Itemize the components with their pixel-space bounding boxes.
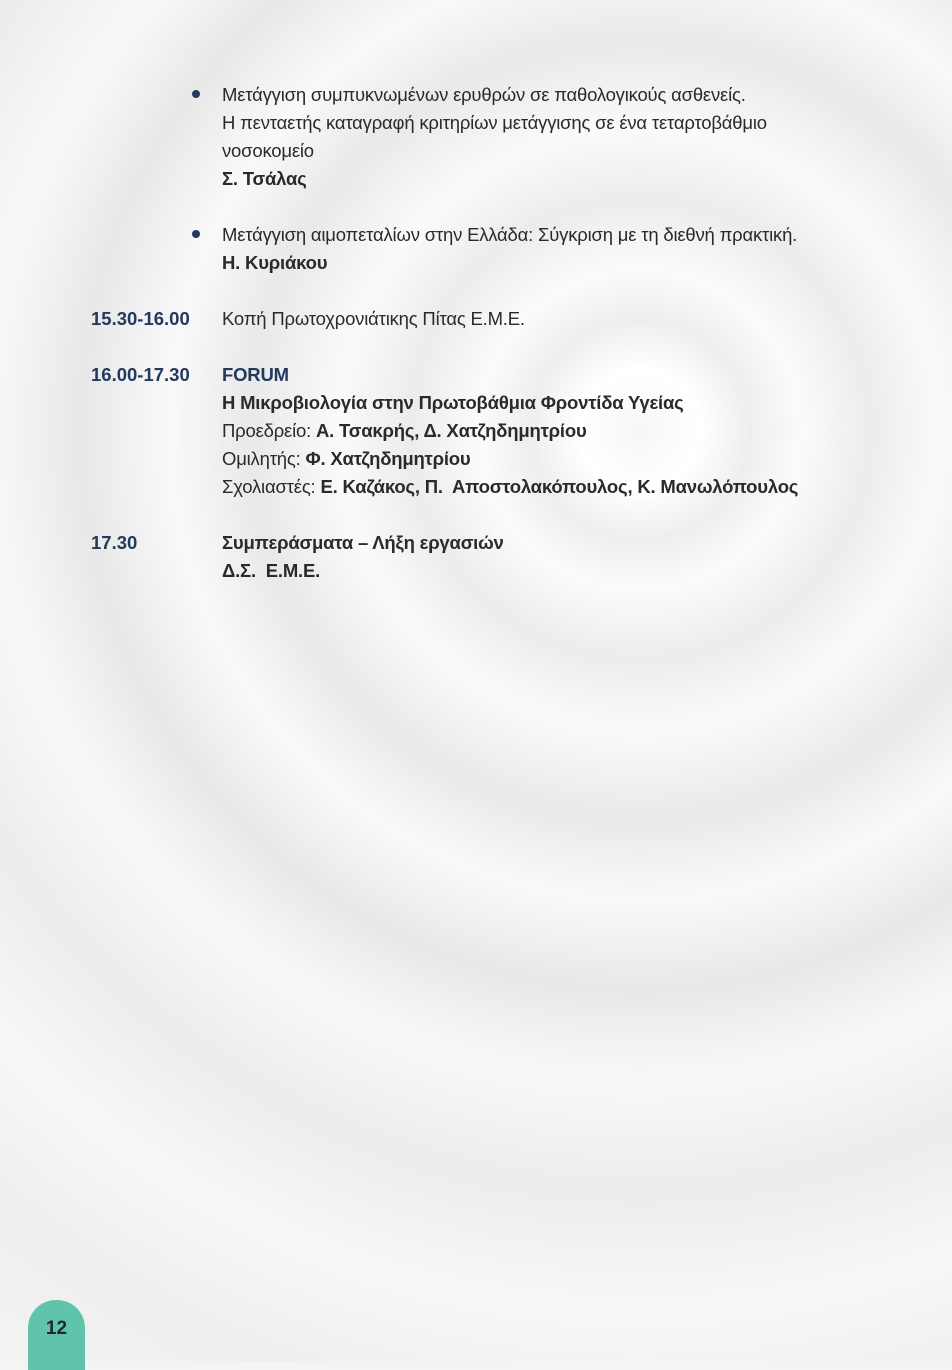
commentators-label: Σχολιαστές: [222,476,316,497]
session-time: 16.00-17.30 [91,364,190,385]
session-title: Συμπεράσματα – Λήξη εργασιών [222,532,504,553]
session-time: 17.30 [91,532,138,553]
talk-speaker: Σ. Τσάλας [222,168,307,189]
talk-title-line: Μετάγγιση συμπυκνωμένων ερυθρών σε παθολογικούς ασθενείς. [222,84,746,105]
page-number: 12 [45,1318,68,1339]
session-commentators [222,473,798,501]
talk-title-line: Μετάγγιση αιμοπεταλίων στην Ελλάδα: Σύγκριση με τη διεθνή πρακτική. [222,224,798,245]
session-title: Κοπή Πρωτοχρονιάτικης Πίτας Ε.Μ.Ε. [222,308,525,329]
session-by: Δ.Σ. Ε.Μ.Ε. [222,560,321,581]
speaker-label: Ομιλητής: [222,448,301,469]
commentators-names: Ε. Καζάκος, Π. Αποστολακόπουλος, Κ. Μανωλόπουλος [320,476,799,497]
talk-speaker: Η. Κυριάκου [222,252,328,273]
bullet-icon [192,230,200,238]
session-title: Η Μικροβιολογία στην Πρωτοβάθμια Φροντίδα Υγείας [222,392,684,413]
session-time: 15.30-16.00 [91,308,190,329]
session-label: FORUM [222,364,289,385]
speaker-name: Φ. Χατζηδημητρίου [305,448,471,469]
session-chairs [222,417,587,445]
session-speaker [222,445,470,473]
talk-title-line: νοσοκομείο [222,140,314,161]
chairs-names: Α. Τσακρής, Δ. Χατζηδημητρίου [315,420,587,441]
bullet-icon [192,90,200,98]
talk-title-line: Η πενταετής καταγραφή κριτηρίων μετάγγισης σε ένα τεταρτοβάθμιο [222,112,767,133]
chairs-label: Προεδρείο: [222,420,312,441]
